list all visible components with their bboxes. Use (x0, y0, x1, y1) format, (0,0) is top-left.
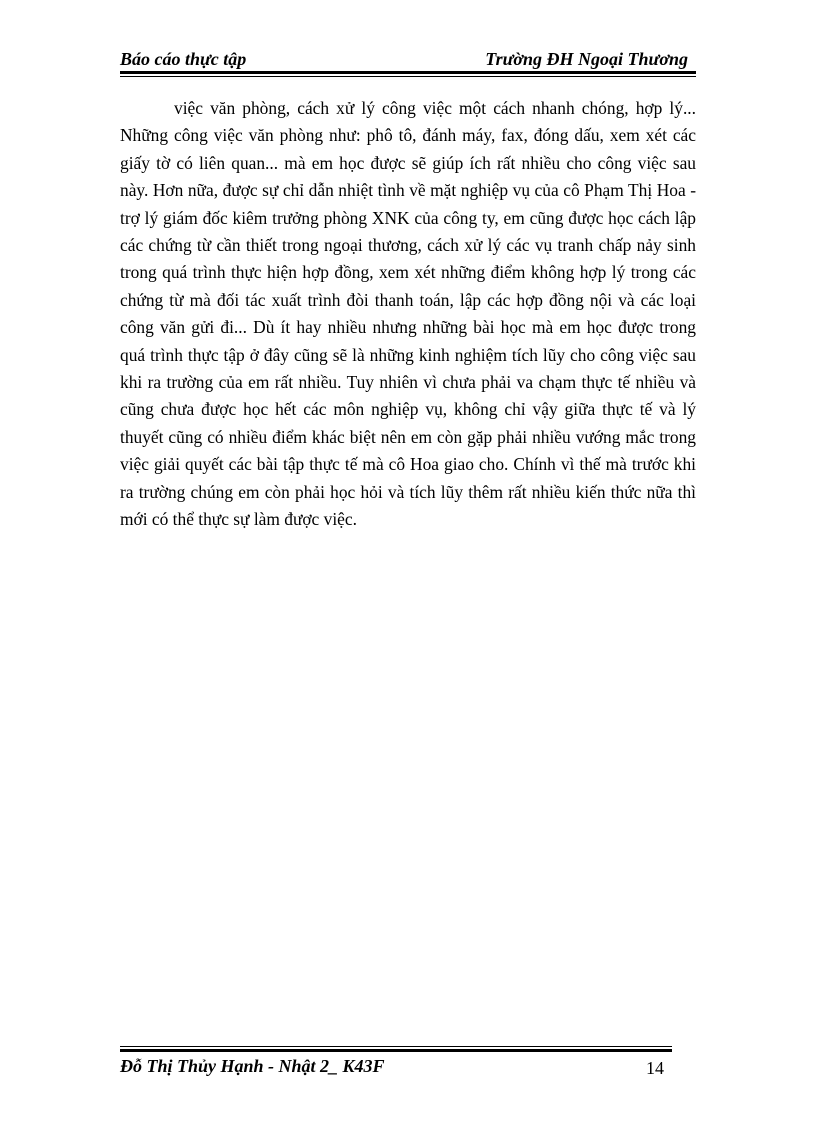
header-report-title: Báo cáo thực tập (120, 49, 247, 69)
footer-author: Đỗ Thị Thủy Hạnh - Nhật 2_ K43F (120, 1056, 385, 1076)
header-divider-thick (120, 71, 696, 74)
page-header (120, 48, 696, 72)
footer-divider-thin (120, 1046, 672, 1047)
page-number: 14 (646, 1058, 664, 1078)
footer-divider-thick (120, 1049, 672, 1052)
header-university-name: Trường ĐH Ngoại Thương (485, 49, 688, 69)
body-paragraph: việc văn phòng, cách xử lý công việc một cách nhanh chóng, hợp lý... Những công việc văn phòng như: phô tô, đánh máy, fax, đóng dấu, xem xét các giấy tờ có liên quan... mà em học được sẽ giúp ích rất nhiều cho công việc sau này. Hơn nữa, được sự chỉ dẫn nhiệt tình về mặt nghiệp vụ của cô Phạm Thị Hoa - trợ lý giám đốc kiêm trưởng phòng XNK của công ty, em cũng được học cách lập các chứng từ cần thiết trong ngoại thương, cách xử lý các vụ tranh chấp nảy sinh trong quá trình thực hiện hợp đồng, xem xét những điểm không hợp lý trong các chứng từ mà đối tác xuất trình đòi thanh toán, lập các hợp đồng nội và các loại công văn gửi đi... Dù ít hay nhiều nhưng những bài học mà em học được trong quá trình thực tập ở đây cũng sẽ là những kinh nghiệm tích lũy cho công việc sau khi ra trường của em rất nhiều. Tuy nhiên vì chưa phải va chạm thực tế nhiều và cũng chưa được học hết các môn nghiệp vụ, không chỉ vậy giữa thực tế và lý thuyết cũng có nhiều điểm khác biệt nên em còn gặp phải nhiều vướng mắc trong việc giải quyết các bài tập thực tế mà cô Hoa giao cho. Chính vì thế mà trước khi ra trường chúng em còn phải học hỏi và tích lũy thêm rất nhiều kiến thức nữa thì mới có thể thực sự làm được việc. (120, 98, 696, 530)
header-divider-thin (120, 76, 696, 77)
